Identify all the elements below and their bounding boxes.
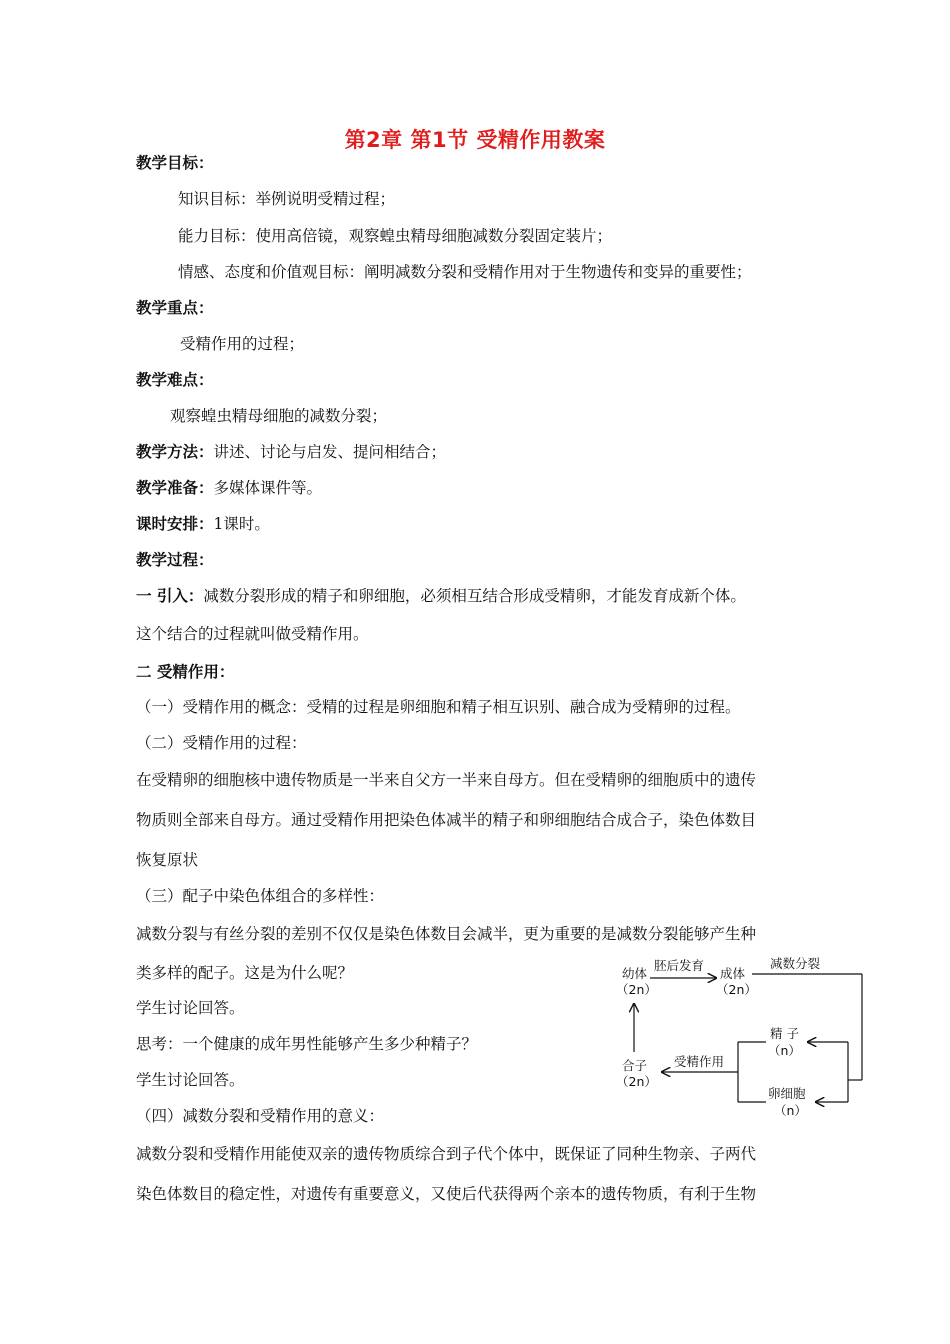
key-point-text: 受精作用的过程； xyxy=(180,335,305,353)
difficulty-heading: 教学难点： xyxy=(136,371,214,389)
egg-label: 卵细胞 xyxy=(768,1086,806,1101)
schedule-line xyxy=(136,514,270,534)
diversity-heading: （三）配子中染色体组合的多样性： xyxy=(136,887,385,905)
concept-text: （一）受精作用的概念：受精的过程是卵细胞和精子相互识别、融合成为受精卵的过程。 xyxy=(136,698,741,716)
egg-ploidy: （n） xyxy=(774,1103,807,1118)
juvenile-ploidy: （2n） xyxy=(616,982,657,997)
postembryonic-label: 胚后发育 xyxy=(654,958,705,973)
key-point-heading: 教学重点： xyxy=(136,299,214,317)
life-cycle-diagram xyxy=(610,952,870,1124)
diversity-line-3: 学生讨论回答。 xyxy=(136,999,245,1017)
process2-line-2: 物质则全部来自母方。通过受精作用把染色体减半的精子和卵细胞结合成合子，染色体数目 xyxy=(136,811,757,829)
page-title: 第2章 第1节 受精作用教案 xyxy=(344,128,606,152)
adult-ploidy: （2n） xyxy=(716,982,757,997)
prep-line xyxy=(136,478,322,498)
sperm-label: 精 子 xyxy=(770,1026,799,1041)
objective-attitude: 情感、态度和价值观目标：阐明减数分裂和受精作用对于生物遗传和变异的重要性； xyxy=(178,263,752,281)
diversity-line-5: 学生讨论回答。 xyxy=(136,1071,245,1089)
process2-line-1: 在受精卵的细胞核中遗传物质是一半来自父方一半来自母方。但在受精卵的细胞质中的遗传 xyxy=(136,771,757,789)
diversity-line-1: 减数分裂与有丝分裂的差别不仅仅是染色体数目会减半，更为重要的是减数分裂能够产生种 xyxy=(136,925,757,943)
process2-heading: （二）受精作用的过程： xyxy=(136,734,307,752)
significance-line-1: 减数分裂和受精作用能使双亲的遗传物质综合到子代个体中，既保证了同种生物亲、子两代 xyxy=(136,1145,757,1163)
objectives-heading: 教学目标： xyxy=(136,154,214,172)
prep-label: 教学准备： xyxy=(136,479,214,497)
fertilization-label: 受精作用 xyxy=(674,1054,725,1069)
significance-line-2: 染色体数目的稳定性，对遗传有重要意义，又使后代获得两个亲本的遗传物质，有利于生物 xyxy=(136,1185,757,1203)
method-label: 教学方法： xyxy=(136,443,214,461)
juvenile-label: 幼体 xyxy=(622,966,648,981)
objective-ability: 能力目标：使用高倍镜，观察蝗虫精母细胞减数分裂固定装片； xyxy=(178,227,613,245)
method-text: 讲述、讨论与启发、提问相结合； xyxy=(213,443,447,461)
zygote-label: 合子 xyxy=(622,1058,648,1073)
schedule-label: 课时安排： xyxy=(136,515,214,533)
process2-line-3: 恢复原状 xyxy=(136,851,199,869)
intro-line-1 xyxy=(136,586,746,606)
meiosis-label: 减数分裂 xyxy=(770,956,821,971)
difficulty-text: 观察蝗虫精母细胞的减数分裂； xyxy=(170,407,388,425)
zygote-ploidy: （2n） xyxy=(616,1074,657,1089)
diversity-line-4: 思考：一个健康的成年男性能够产生多少种精子？ xyxy=(136,1035,478,1053)
adult-label: 成体 xyxy=(720,966,746,981)
schedule-text: 1课时。 xyxy=(213,515,270,533)
diversity-line-2: 类多样的配子。这是为什么呢？ xyxy=(136,964,354,982)
method-line xyxy=(136,442,446,462)
prep-text: 多媒体课件等。 xyxy=(213,479,323,497)
section2-heading: 二 受精作用： xyxy=(136,663,235,681)
objective-knowledge: 知识目标：举例说明受精过程； xyxy=(178,190,396,208)
significance-heading: （四）减数分裂和受精作用的意义： xyxy=(136,1107,385,1125)
intro-line-2: 这个结合的过程就叫做受精作用。 xyxy=(136,625,369,643)
intro-text: 减数分裂形成的精子和卵细胞，必须相互结合形成受精卵，才能发育成新个体。 xyxy=(203,587,746,605)
process-heading: 教学过程： xyxy=(136,551,214,569)
intro-label: 一 引入： xyxy=(136,587,204,605)
sperm-ploidy: （n） xyxy=(768,1043,801,1058)
